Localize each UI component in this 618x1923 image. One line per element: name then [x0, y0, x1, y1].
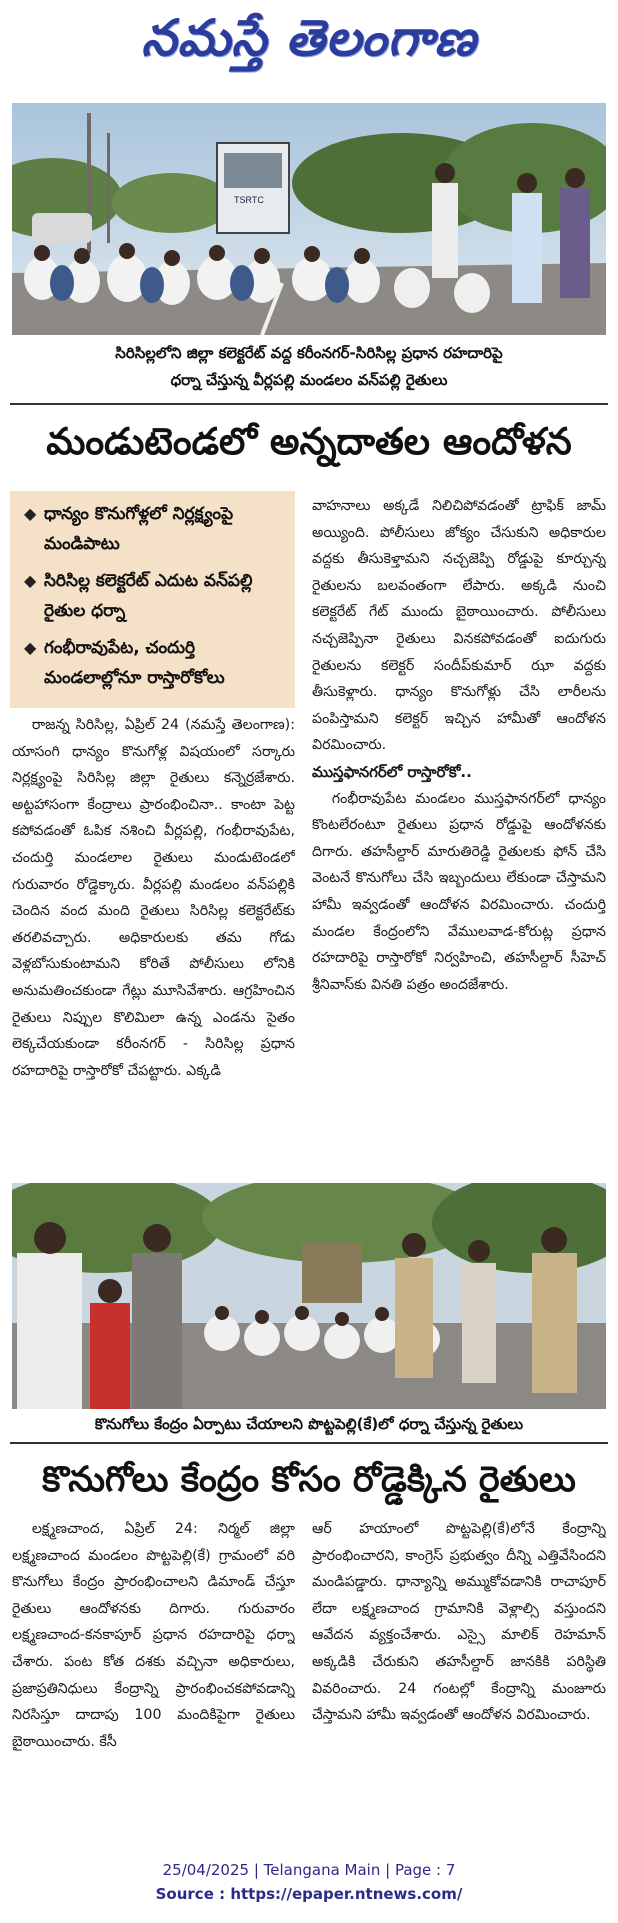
highlight-item: ◆ గంభీరావుపేట, చందుర్తి మండలాల్లోనూ రాస్తారోకోలు — [24, 633, 285, 693]
source-link[interactable]: Source : https://epaper.ntnews.com/ — [155, 1885, 463, 1903]
masthead — [0, 0, 618, 88]
body-text: రాజన్న సిరిసిల్ల, ఏప్రిల్ 24 (నమస్తే తెలంగాణ): యాసంగి ధాన్యం కొనుగోళ్ల విషయంలో సర్కారు నిర్లక్ష్యంపై సిరిసిల్ల జిల్లా రైతులు కన్నెర్రజేశారు. అట్టహాసంగా కేంద్రాలు ప్రారంభించినా.. కాంటా పెట్ట కపోవడంతో ఓపిక నశించి వీర్లపల్లి, గంభీరావుపేట, చందుర్తి మండలాల రైతులు మండుటెండలో గురువారం రోడ్డెక్కారు. వీర్లపల్లి మండలం వన్‌పల్లికి చెందిన వంద మంది రైతులు సిరిసిల్ల కలెక్టరేట్‌కు తరలివచ్చారు. అధికారులకు తమ గోడు వెళ్లబోసుకుంటామని కోరితే పోలీసులు లోనికి అనుమతించకుండా గేట్లు మూసివేశారు. ఆగ్రహించిన రైతులు నిప్పుల కొలిమిలా ఉన్న ఎండను సైతం లెక్కచేయకుండా కరీంనగర్ - సిరిసిల్ల ప్రధాన రహదారిపై రాస్తారోకో చేపట్టారు. ఎక్కడి — [12, 717, 295, 1079]
divider — [10, 1442, 608, 1444]
body-text: గంభీరావుపేట మండలం ముస్తఫానగర్‌లో ధాన్యం కొంటలేరంటూ రైతులు ప్రధాన రోడ్డుపై ఆందోళనకు దిగారు. తహసీల్దార్ మారుతిరెడ్డి రైతులకు ఫోన్ చేసి వెంటనే కొనుగోలు చేసి ఇబ్బందులు లేకుండా చేస్తామని హామీ ఇవ్వడంతో ఆందోళన విరమించారు. చందుర్తి మండల కేంద్రంలోని వేములవాడ-కోరుట్ల ప్రధాన రహదారిపై రాస్తారోకో నిర్వహించి, తహసీల్దార్ సీహెచ్ శ్రీనివాస్‌కు వినతి పత్రం అందజేశారు. — [312, 790, 606, 993]
footer — [0, 1858, 618, 1906]
bullet-icon: ◆ — [24, 504, 37, 523]
photo-caption-line1: సిరిసిల్లలోని జిల్లా కలెక్టరేట్ వద్ద కరీంనగర్-సిరిసిల్ల ప్రధాన రహదారిపై — [115, 344, 503, 362]
protest-photo-pottapelli — [12, 1183, 606, 1409]
divider — [10, 403, 608, 405]
article-column-left — [12, 712, 295, 1157]
highlight-item: ◆ ధాన్యం కొనుగోళ్లలో నిర్లక్ష్యంపై మండిపాటు — [24, 499, 285, 559]
page-info: 25/04/2025 | Telangana Main | Page : 7 — [162, 1861, 456, 1879]
photo-caption-2: కొనుగోలు కేంద్రం ఏర్పాటు చేయాలని పొట్టపెల్లి(కే)లో ధర్నా చేస్తున్న రైతులు — [94, 1415, 524, 1433]
bullet-icon: ◆ — [24, 571, 37, 590]
bus-label: TSRTC — [234, 195, 264, 205]
headline-2: కొనుగోలు కేంద్రం కోసం రోడ్డెక్కిన రైతులు — [42, 1460, 576, 1500]
highlights-box — [10, 491, 295, 708]
headline: మండుటెండలో అన్నదాతల ఆందోళన — [46, 420, 572, 463]
article2-column-left — [12, 1516, 295, 1840]
photo-caption — [12, 340, 606, 394]
subheading: ముస్తఫానగర్‌లో రాస్తారోకో.. — [312, 762, 472, 781]
body-text: వాహనాలు అక్కడే నిలిచిపోవడంతో ట్రాఫిక్ జామ్ అయ్యింది. పోలీసులు జోక్యం చేసుకుని అధికారుల వద్దకు తీసుకెళ్తామని నచ్చజెప్పి రోడ్డుపై కూర్చున్న రైతులను బలవంతంగా లేపారు. అక్కడి నుంచి కలెక్టరేట్ గేట్ ముందు బైఠాయించారు. పోలీసులు నచ్చజెప్పినా రైతులు వినకపోవడంతో ఐదుగురు రైతులను కలెక్టర్ సందీప్‌కుమార్ ఝా వద్దకు తీసుకెళ్లారు. ధాన్యం కొనుగోళ్లు చేసి లారీలను పంపిస్తామని కలెక్టర్ ఇచ్చిన హామీతో ఆందోళన విరమించారు. — [312, 498, 606, 754]
photo-caption-line2: ధర్నా చేస్తున్న వీర్లపల్లి మండలం వన్‌పల్లి రైతులు — [170, 371, 448, 389]
article2-column-right — [312, 1516, 606, 1840]
article-column-right — [312, 493, 606, 1157]
body-text: లక్ష్మణచాంద, ఏప్రిల్ 24: నిర్మల్ జిల్లా లక్ష్మణచాంద మండలం పొట్టపెల్లి(కే) గ్రామంలో వరి కొనుగోలు కేంద్రం ప్రారంభించాలని డిమాండ్ చేస్తూ రైతులు ఆందోళనకు దిగారు. గురువారం లక్ష్మణచాంద-కనకాపూర్ ప్రధాన రహదారిపై ధర్నా చేశారు. పంట కోత దశకు వచ్చినా అధికారులు, ప్రజాప్రతినిధులు కేంద్రాన్ని ప్రారంభించకపోవడాన్ని నిరసిస్తూ దాదాపు 100 మందికిపైగా రైతులు బైఠాయించారు. కేసీ — [12, 1521, 295, 1750]
protest-photo-collectorate — [12, 103, 606, 335]
newspaper-title: నమస్తే తెలంగాణ — [141, 8, 477, 67]
bullet-icon: ◆ — [24, 638, 37, 657]
highlight-item: ◆ సిరిసిల్ల కలెక్టరేట్ ఎదుట వన్‌పల్లి రైతుల ధర్నా — [24, 566, 285, 626]
body-text: ఆర్ హయాంలో పొట్టపెల్లి(కే)లోనే కేంద్రాన్ని ప్రారంభించారని, కాంగ్రెస్ ప్రభుత్వం దీన్ని ఎత్తివేసిందని మండిపడ్డారు. ధాన్యాన్ని అమ్ముకోవడానికి రాచాపూర్ లేదా లక్ష్మణచాంద గ్రామానికి వెళ్లాల్సి వస్తుందని ఆవేదన వ్యక్తంచేశారు. ఎస్సై మాలిక్ రెహమాన్ అక్కడికి చేరుకుని తహసీల్దార్ జానకికి పరిస్థితి వివరించారు. 24 గంటల్లో కేంద్రాన్ని మంజూరు చేస్తామని హామీ ఇవ్వడంతో ఆందోళన విరమించారు. — [312, 1521, 606, 1724]
